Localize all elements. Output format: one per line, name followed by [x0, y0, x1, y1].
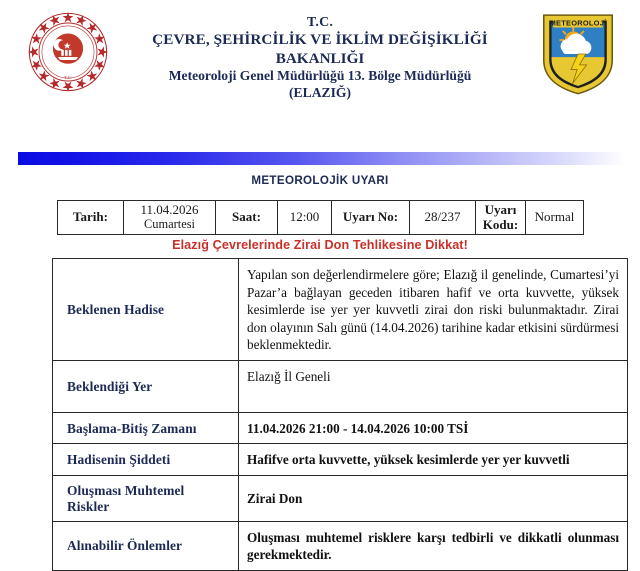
warning-info-table [57, 200, 584, 235]
meteoroloji-logo-text: METEOROLOJİ [549, 18, 607, 28]
blue-gradient-divider [18, 152, 626, 165]
svg-text:T.C.: T.C. [64, 74, 72, 80]
table-row [53, 521, 628, 570]
row-label-hadisenin-siddeti: Hadisenin Şiddeti [53, 444, 239, 476]
header-title-block [120, 14, 520, 101]
section-title: METEOROLOJİK UYARI [251, 174, 389, 187]
code-value: Normal [526, 201, 584, 235]
time-label: Saat: [216, 201, 278, 235]
time-value: 12:00 [278, 201, 332, 235]
header-line-city: (ELAZIĞ) [289, 84, 351, 100]
row-label-baslama-bitis-zamani: Başlama-Bitiş Zamanı [53, 412, 239, 444]
warning-detail-table [52, 258, 628, 571]
number-value: 28/237 [410, 201, 476, 235]
info-table-row [58, 201, 584, 235]
date-value-day: Cumartesi [144, 216, 195, 231]
row-value-hadisenin-siddeti: Hafifve orta kuvvette, yüksek kesimlerde yer yer kuvvetli [239, 444, 628, 476]
row-label-olusmasi-muhtemel-riskler: Oluşması Muhtemel Riskler [53, 475, 239, 521]
row-value-beklendigi-yer: Elazığ İl Geneli [239, 360, 628, 412]
number-label: Uyarı No: [332, 201, 410, 235]
document-header [0, 0, 640, 142]
turkish-ministry-emblem [26, 10, 110, 94]
header-line-directorate: Meteoroloji Genel Müdürlüğü 13. Bölge Müdürlüğü [168, 68, 472, 84]
code-label: Uyarı Kodu: [476, 201, 526, 235]
table-row [53, 259, 628, 361]
row-value-olusmasi-muhtemel-riskler: Zirai Don [239, 475, 628, 521]
date-value [124, 201, 216, 235]
header-line-bakanlik: BAKANLIĞI [275, 49, 365, 67]
date-value-date: 11.04.2026 [140, 202, 199, 218]
row-label-beklenen-hadise: Beklenen Hadise [53, 259, 239, 361]
row-label-alinabilir-onlemler: Alınabilir Önlemler [53, 521, 239, 570]
meteoroloji-shield-logo [538, 12, 618, 96]
table-row [53, 412, 628, 444]
row-value-beklenen-hadise: Yapılan son değerlendirmelere göre; Elazığ il genelinde, Cumartesi’yi Pazar’a bağlayan geceden itibaren hafif ve orta kuvvette, yüksek kesimlerde ise yer yer kuvvetli zirai don riski bulunmaktadır. Zirai don olayının Salı günü (14.04.2026) tarihine kadar etkisini sürdürmesi beklenmektedir. [239, 259, 628, 361]
row-label-beklendigi-yer: Beklendiği Yer [53, 360, 239, 412]
table-row [53, 360, 628, 412]
header-line-ministry: ÇEVRE, ŞEHİRCİLİK VE İKLİM DEĞİŞİKLİĞİ [152, 31, 488, 49]
date-label: Tarih: [58, 201, 124, 235]
table-row [53, 475, 628, 521]
row-value-alinabilir-onlemler: Oluşması muhtemel risklere karşı tedbirli ve dikkatli olunması gerekmektedir. [239, 521, 628, 570]
table-row [53, 444, 628, 476]
warning-headline: Elazığ Çevrelerinde Zirai Don Tehlikesine Dikkat! [172, 238, 468, 252]
row-value-baslama-bitis-zamani: 11.04.2026 21:00 - 14.04.2026 10:00 TSİ [239, 412, 628, 444]
header-line-tc: T.C. [306, 15, 334, 30]
